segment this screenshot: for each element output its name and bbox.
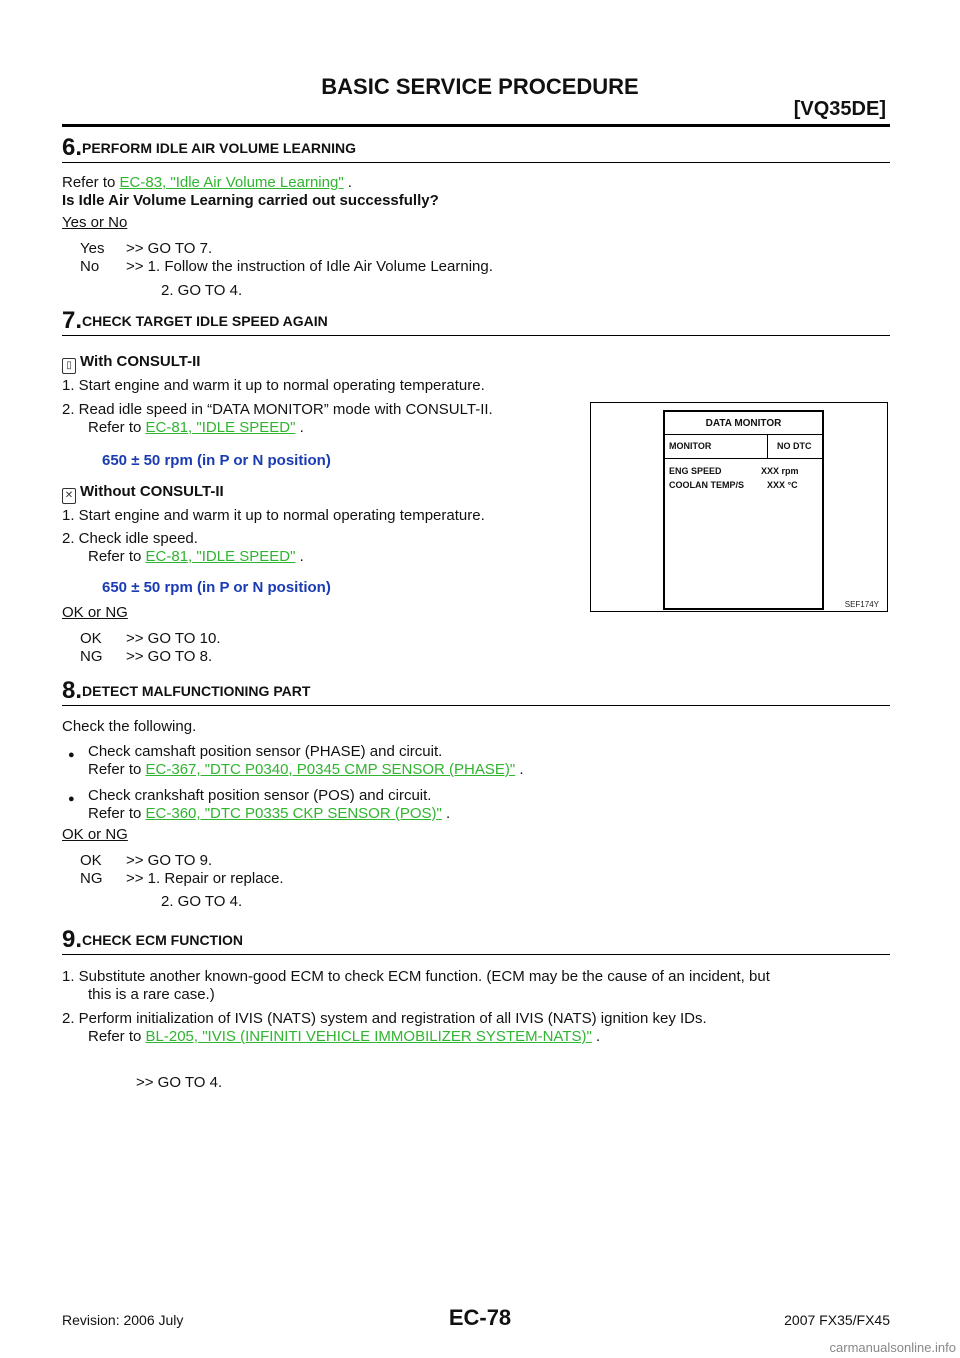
ok-label: OK — [80, 852, 102, 869]
link-idle-speed[interactable]: EC-81, "IDLE SPEED" — [145, 419, 296, 436]
step-number: 9. — [62, 926, 83, 953]
revision-date: Revision: 2006 July — [62, 1312, 184, 1328]
link-cmp-sensor[interactable]: EC-367, "DTC P0340, P0345 CMP SENSOR (PHASE)" — [145, 761, 516, 778]
with-consult-refer — [88, 419, 304, 437]
bullet-dot: ● — [68, 749, 75, 761]
ng-label: NG — [80, 870, 103, 887]
refer-suffix: . — [441, 805, 451, 822]
refer-suffix: . — [515, 761, 524, 778]
yes-action: >> GO TO 7. — [126, 240, 213, 257]
link-idle-air-volume-learning[interactable]: EC-83, "Idle Air Volume Learning" — [119, 174, 344, 191]
coolant-temp-label: COOLAN TEMP/S — [669, 480, 745, 490]
page-title: BASIC SERVICE PROCEDURE — [321, 74, 639, 99]
ok-or-ng-label: OK or NG — [62, 826, 128, 843]
yes-or-no-label: Yes or No — [62, 214, 128, 231]
screen-divider — [665, 434, 822, 435]
without-consult-refer — [88, 548, 304, 566]
refer-suffix: . — [591, 1028, 601, 1045]
figure-code: SEF174Y — [844, 600, 879, 609]
refer-prefix: Refer to — [88, 419, 146, 436]
monitor-column: MONITOR — [669, 441, 712, 451]
data-monitor-screen — [663, 410, 824, 610]
ok-label: OK — [80, 630, 102, 647]
step-title: PERFORM IDLE AIR VOLUME LEARNING — [82, 140, 357, 156]
step-9-refer — [88, 1028, 600, 1046]
step-6-refer — [62, 174, 352, 192]
eng-speed-value: XXX rpm — [761, 466, 799, 476]
without-consult-step-1: 1. Start engine and warm it up to normal operating temperature. — [62, 507, 485, 524]
camshaft-refer — [88, 761, 524, 779]
step-9-item-1-cont: this is a rare case.) — [88, 986, 215, 1003]
no-tool-icon: ✕ — [62, 488, 76, 504]
refer-prefix: Refer to — [88, 805, 146, 822]
refer-prefix: Refer to — [62, 174, 120, 191]
coolant-temp-value: XXX °C — [767, 480, 798, 490]
refer-suffix: . — [295, 548, 304, 565]
no-action: >> 1. Follow the instruction of Idle Air Volume Learning. — [126, 258, 493, 275]
no-action-2: 2. GO TO 4. — [161, 282, 243, 299]
with-consult-label: With CONSULT-II — [80, 353, 201, 370]
step-9-item-2: 2. Perform initialization of IVIS (NATS) system and registration of all IVIS (NATS) ignition key IDs. — [62, 1010, 707, 1027]
step-number: 8. — [62, 677, 83, 704]
step-8-intro: Check the following. — [62, 718, 197, 735]
idle-speed-spec: 650 ± 50 rpm (in P or N position) — [102, 579, 331, 596]
link-ivis-nats[interactable]: BL-205, "IVIS (INFINITI VEHICLE IMMOBILIZER SYSTEM-NATS)" — [145, 1028, 592, 1045]
header-rule — [62, 124, 890, 127]
ng-action-2: 2. GO TO 4. — [161, 893, 243, 910]
screen-title: DATA MONITOR — [705, 418, 782, 429]
step-8-heading — [62, 677, 890, 706]
watermark: carmanualsonline.info — [829, 1340, 956, 1355]
refer-prefix: Refer to — [88, 548, 146, 565]
bullet-dot: ● — [68, 793, 75, 805]
bullet-crankshaft: Check crankshaft position sensor (POS) and circuit. — [88, 787, 432, 804]
link-idle-speed[interactable]: EC-81, "IDLE SPEED" — [145, 548, 296, 565]
no-label: No — [80, 258, 100, 275]
step-6-heading — [62, 134, 890, 163]
with-consult-heading — [62, 353, 200, 374]
with-consult-step-1: 1. Start engine and warm it up to normal operating temperature. — [62, 377, 485, 394]
step-9-item-1: 1. Substitute another known-good ECM to check ECM function. (ECM may be the cause of an incident, but — [62, 968, 770, 985]
refer-suffix: . — [343, 174, 352, 191]
without-consult-step-2: 2. Check idle speed. — [62, 530, 198, 547]
consult-tool-icon: ▯ — [62, 358, 76, 374]
page-number: EC-78 — [448, 1305, 512, 1330]
step-title: DETECT MALFUNCTIONING PART — [82, 683, 311, 699]
yes-label: Yes — [80, 240, 105, 257]
step-9-heading — [62, 926, 890, 955]
without-consult-heading — [62, 483, 224, 504]
step-number: 7. — [62, 307, 83, 334]
ok-action: >> GO TO 10. — [126, 630, 221, 647]
no-dtc-column: NO DTC — [777, 441, 812, 451]
with-consult-step-2: 2. Read idle speed in “DATA MONITOR” mode with CONSULT-II. — [62, 401, 493, 418]
ng-label: NG — [80, 648, 103, 665]
ng-action: >> GO TO 8. — [126, 648, 213, 665]
eng-speed-label: ENG SPEED — [669, 466, 722, 476]
without-consult-label: Without CONSULT-II — [80, 483, 224, 500]
screen-divider — [665, 458, 822, 459]
step-title: CHECK TARGET IDLE SPEED AGAIN — [82, 313, 328, 329]
ok-or-ng-label: OK or NG — [62, 604, 128, 621]
step-title: CHECK ECM FUNCTION — [82, 932, 243, 948]
vehicle-model: 2007 FX35/FX45 — [784, 1312, 890, 1328]
step-9-final: >> GO TO 4. — [136, 1074, 223, 1091]
bullet-camshaft: Check camshaft position sensor (PHASE) and circuit. — [88, 743, 443, 760]
refer-prefix: Refer to — [88, 761, 146, 778]
step-6-question: Is Idle Air Volume Learning carried out successfully? — [62, 192, 439, 209]
engine-model: [VQ35DE] — [793, 98, 886, 120]
ng-action: >> 1. Repair or replace. — [126, 870, 284, 887]
refer-suffix: . — [295, 419, 304, 436]
data-monitor-figure — [590, 402, 888, 612]
step-number: 6. — [62, 134, 83, 161]
idle-speed-spec: 650 ± 50 rpm (in P or N position) — [102, 452, 331, 469]
step-7-heading — [62, 307, 890, 336]
link-ckp-sensor[interactable]: EC-360, "DTC P0335 CKP SENSOR (POS)" — [145, 805, 442, 822]
refer-prefix: Refer to — [88, 1028, 146, 1045]
crankshaft-refer — [88, 805, 450, 823]
screen-divider — [767, 434, 768, 458]
ok-action: >> GO TO 9. — [126, 852, 213, 869]
